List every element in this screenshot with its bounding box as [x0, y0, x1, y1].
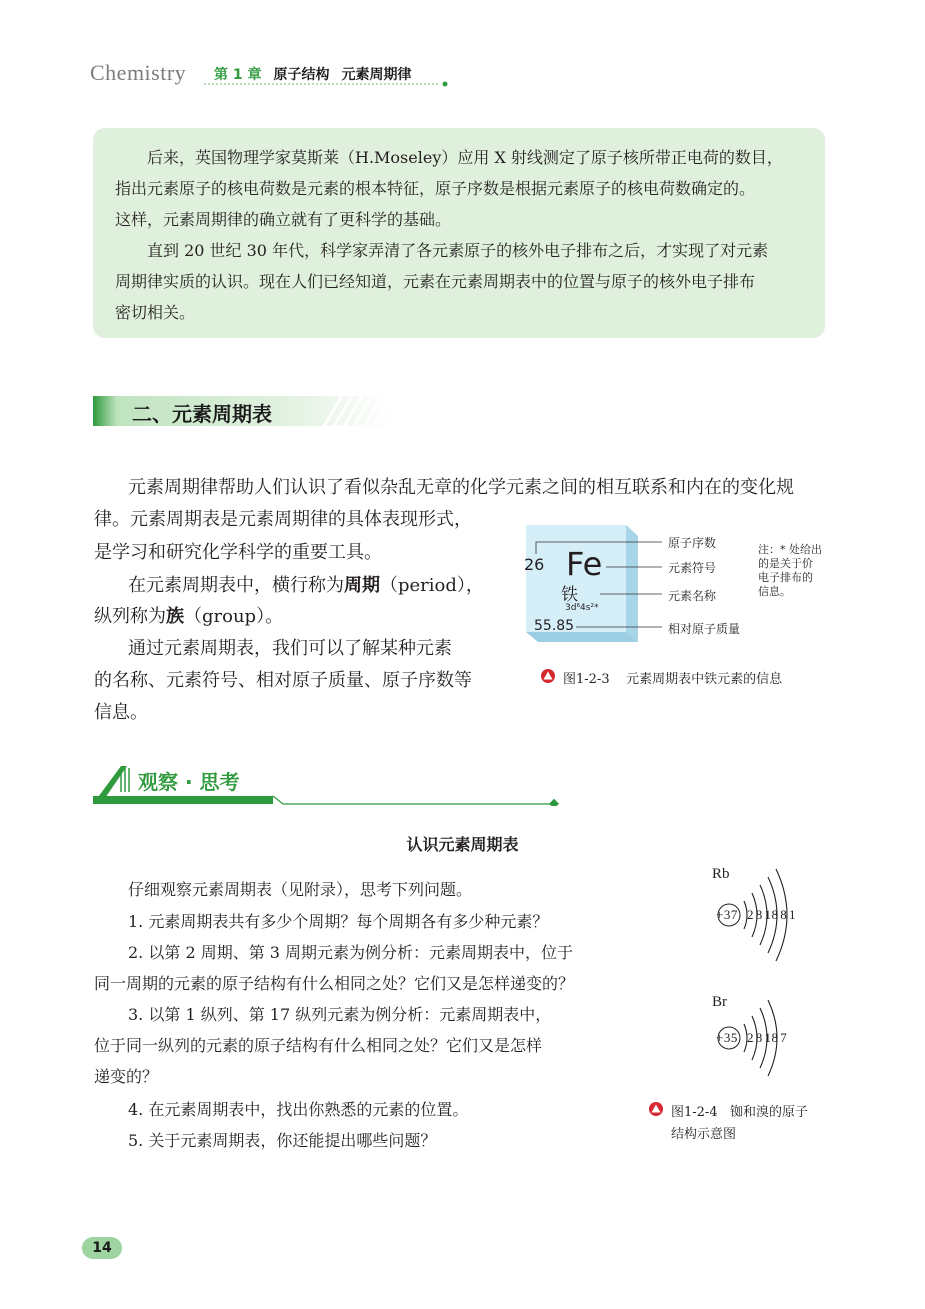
- chapter-number: 第 1 章: [214, 67, 262, 83]
- fe-name: 铁: [561, 585, 578, 605]
- question-3-line3: 递变的？: [94, 1067, 159, 1086]
- section-title: 二、元素周期表: [132, 402, 272, 426]
- label-name: 元素名称: [668, 589, 717, 603]
- atoms-caption-line2: 结构示意图: [671, 1127, 737, 1142]
- para1-line2: 律。元素周期表是元素周期律的具体表现形式，: [94, 509, 472, 530]
- caption-triangle-icon: [540, 668, 556, 684]
- para3-line1: 通过元素周期表，我们可以了解某种元素: [128, 638, 452, 659]
- para2-en-2: （group）。: [184, 606, 284, 627]
- br-shells: 2 8 18 7: [747, 1030, 788, 1045]
- history-box: [93, 128, 825, 338]
- label-atomic-number: 原子序数: [668, 536, 717, 550]
- para3-line2: 的名称、元素符号、相对原子质量、原子序数等: [94, 670, 472, 691]
- br-nucleus: +35: [716, 1030, 738, 1045]
- para2-line2: [94, 602, 283, 628]
- note-line: 电子排布的: [758, 571, 813, 584]
- history-line-6: 密切相关。: [115, 303, 196, 322]
- history-line-5: 周期律实质的认识。现在人们已经知道，元素在元素周期表中的位置与原子的核外电子排布: [115, 272, 756, 291]
- para3-line3: 信息。: [94, 702, 148, 723]
- rb-nucleus: +37: [716, 907, 738, 922]
- observe-subtitle: 认识元素周期表: [406, 835, 519, 854]
- note-line: 信息。: [758, 585, 791, 598]
- history-line-1: 后来，英国物理学家莫斯莱（H.Moseley）应用 X 射线测定了原子核所带正电荷的数目，: [147, 148, 783, 167]
- rb-shells: 2 8 18 8 1: [747, 907, 796, 922]
- fe-caption-num: 图1-2-3: [563, 672, 610, 687]
- note-line: 的是关于价: [758, 557, 813, 570]
- para2-line1: [128, 571, 484, 597]
- para1-line3: 是学习和研究化学科学的重要工具。: [94, 542, 382, 563]
- question-2-line2: 同一周期的元素的原子结构有什么相同之处？它们又是怎样递变的？: [94, 974, 575, 993]
- question-4: 4. 在元素周期表中，找出你熟悉的元素的位置。: [128, 1100, 469, 1119]
- fe-caption-text: 元素周期表中铁元素的信息: [626, 672, 783, 687]
- history-line-3: 这样，元素周期律的确立就有了更科学的基础。: [115, 210, 452, 229]
- term-period: 周期: [344, 575, 380, 596]
- observe-intro: 仔细观察元素周期表（见附录），思考下列问题。: [128, 880, 473, 899]
- history-line-4: 直到 20 世纪 30 年代，科学家弄清了各元素原子的核外电子排布之后，才实现了对元素: [147, 241, 769, 260]
- fe-symbol: Fe: [566, 545, 603, 583]
- question-3-line2: 位于同一纵列的元素的原子结构有什么相同之处？它们又是怎样: [94, 1036, 543, 1055]
- atoms-caption-num: 图1-2-4: [671, 1105, 718, 1120]
- fe-leader-lines: [520, 530, 670, 640]
- para1-line1: 元素周期律帮助人们认识了看似杂乱无章的化学元素之间的相互联系和内在的变化规: [128, 477, 794, 498]
- observe-title: 观察 · 思考: [138, 770, 240, 794]
- note-line: 注：* 处给出: [758, 543, 822, 556]
- header-dotted-rule: [204, 80, 454, 90]
- br-symbol: Br: [712, 994, 727, 1010]
- chapter-subtitle: 元素周期律: [341, 67, 412, 83]
- fe-caption: [563, 668, 782, 687]
- fe-atomic-mass: 55.85: [534, 618, 575, 634]
- question-2-line1: 2. 以第 2 周期、第 3 周期元素为例分析：元素周期表中，位于: [128, 943, 574, 962]
- rb-symbol: Rb: [712, 866, 730, 882]
- fe-electron-config: 3d⁶4s²*: [565, 603, 599, 613]
- question-5: 5. 关于元素周期表，你还能提出哪些问题？: [128, 1131, 437, 1150]
- label-mass: 相对原子质量: [668, 622, 741, 636]
- caption-triangle-icon: [648, 1101, 664, 1117]
- fe-atomic-number: 26: [524, 555, 545, 574]
- chapter-title: 原子结构: [273, 67, 330, 83]
- atoms-caption-line1: [671, 1101, 808, 1120]
- term-group: 族: [166, 606, 184, 627]
- question-1: 1. 元素周期表共有多少个周期？每个周期各有多少种元素？: [128, 912, 549, 931]
- book-title: Chemistry: [90, 60, 187, 85]
- fe-note: [758, 543, 822, 599]
- para2-en: （period），: [380, 575, 484, 596]
- label-symbol: 元素符号: [668, 561, 717, 575]
- history-line-2: 指出元素原子的核电荷数是元素的根本特征，原子序数是根据元素原子的核电荷数确定的。: [115, 179, 756, 198]
- para2-text: 在元素周期表中，横行称为: [128, 575, 344, 596]
- question-3-line1: 3. 以第 1 纵列、第 17 纵列元素为例分析：元素周期表中，: [128, 1005, 552, 1024]
- para2-text-2: 纵列称为: [94, 606, 166, 627]
- page-number: 14: [82, 1237, 122, 1259]
- atoms-caption-text: 铷和溴的原子: [730, 1105, 809, 1120]
